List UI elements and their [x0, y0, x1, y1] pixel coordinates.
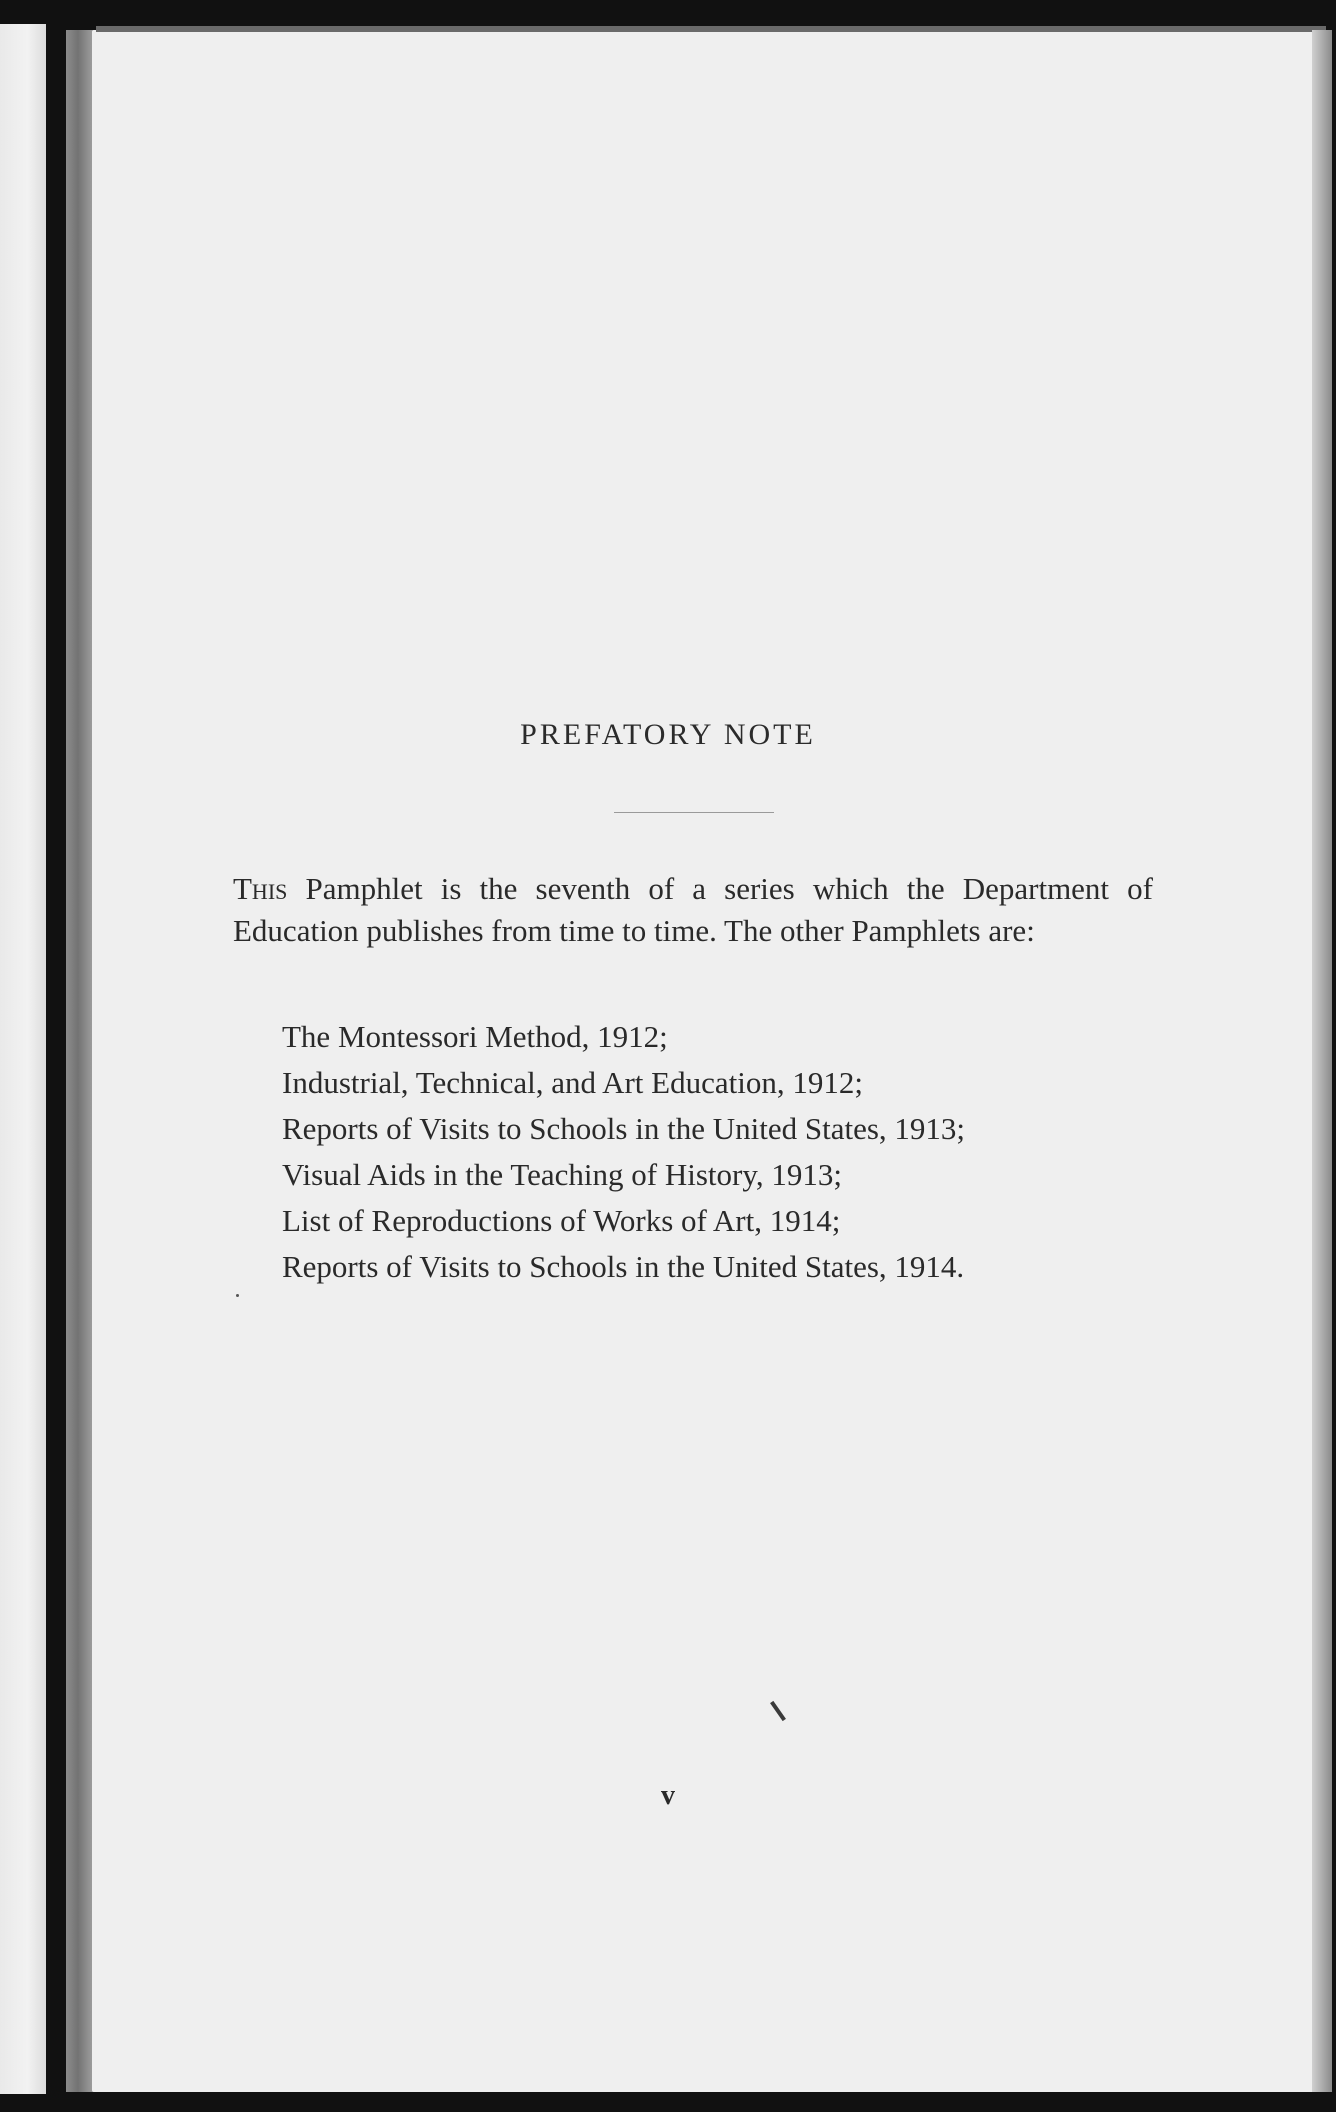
- list-item: Industrial, Technical, and Art Education, 1912;: [282, 1065, 863, 1100]
- pamphlet-list: [282, 1014, 1182, 1290]
- page-top-edge: [96, 26, 1326, 32]
- list-item: Reports of Visits to Schools in the United States, 1914.: [282, 1249, 965, 1284]
- intro-paragraph: [233, 868, 1153, 952]
- intro-lead-word: This: [233, 871, 288, 906]
- stray-ink-dot: [236, 1294, 239, 1297]
- title-rule: [614, 812, 774, 813]
- page-title: PREFATORY NOTE: [520, 718, 816, 751]
- list-item: The Montessori Method, 1912;: [282, 1019, 668, 1054]
- list-item: Visual Aids in the Teaching of History, 1913;: [282, 1157, 842, 1192]
- list-item: Reports of Visits to Schools in the United States, 1913;: [282, 1111, 965, 1146]
- list-item: List of Reproductions of Works of Art, 1914;: [282, 1203, 841, 1238]
- intro-text: Pamphlet is the seventh of a series which the Department of Education publishes from time to time. The other Pamphlets are:: [233, 871, 1153, 948]
- page-number: v: [661, 1780, 675, 1811]
